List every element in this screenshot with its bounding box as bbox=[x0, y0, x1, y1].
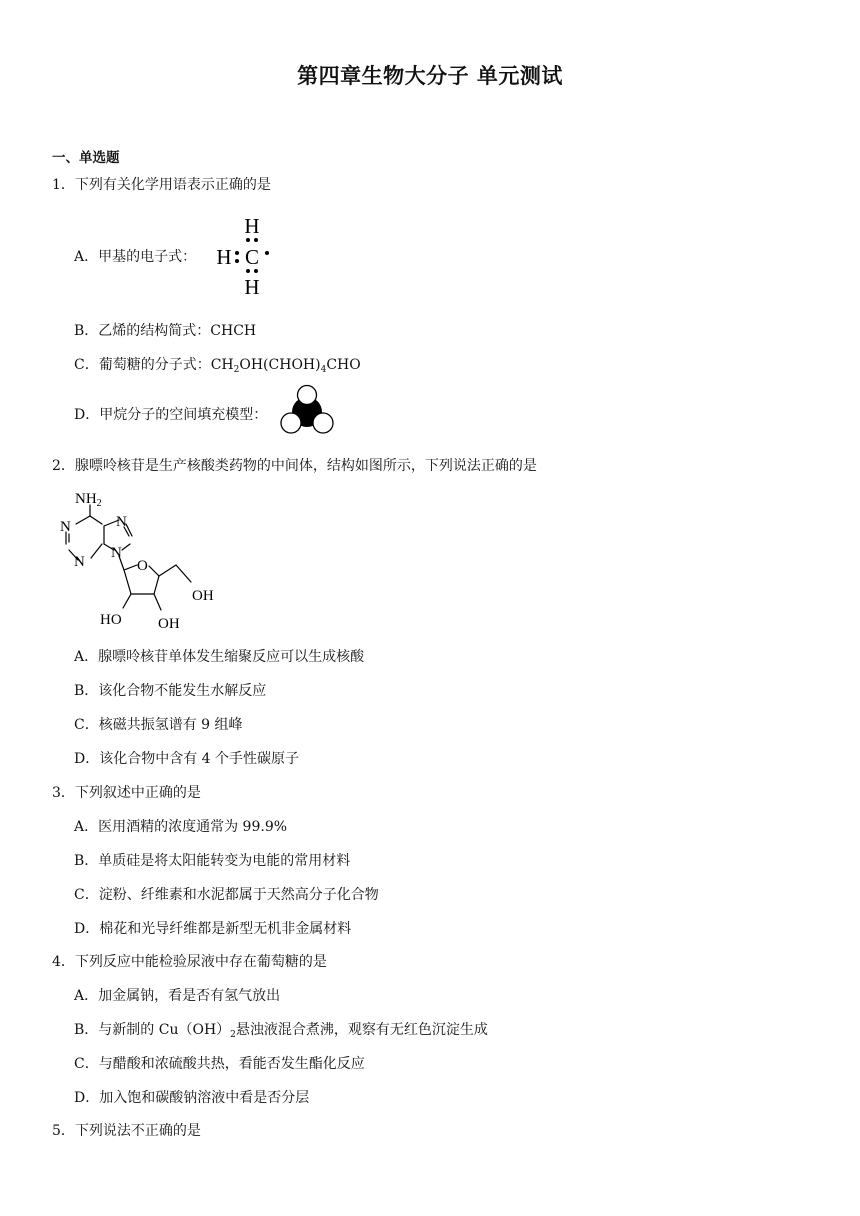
question-4-option-a: A．加金属钠，看是否有氢气放出 bbox=[74, 988, 281, 1004]
question-2-option-d: D．该化合物中含有 4 个手性碳原子 bbox=[74, 751, 300, 767]
label-n-1: N bbox=[60, 519, 71, 535]
question-1-option-a: A．甲基的电子式： bbox=[74, 249, 197, 265]
label-n-2: N bbox=[74, 554, 85, 570]
label-n-3: N bbox=[116, 514, 127, 530]
methyl-atom-c: C bbox=[244, 245, 260, 269]
label-nh2: $NH_2$ bbox=[75, 491, 102, 509]
page-title: 第四章生物大分子 单元测试 bbox=[297, 64, 563, 88]
question-5-stem: 5．下列说法不正确的是 bbox=[52, 1123, 201, 1139]
label-oh-ch2: OH bbox=[192, 588, 214, 604]
methyl-electron-formula-image bbox=[210, 214, 280, 299]
label-oh-ring: OH bbox=[158, 616, 180, 632]
methane-space-filling-model-image bbox=[276, 384, 338, 440]
methyl-atom-h-left: H bbox=[216, 245, 232, 269]
question-4-option-d: D．加入饱和碳酸钠溶液中看是否分层 bbox=[74, 1090, 310, 1106]
question-3-option-d: D．棉花和光导纤维都是新型无机非金属材料 bbox=[74, 921, 352, 937]
label-n-4: N bbox=[111, 545, 122, 561]
question-1-option-b: B．乙烯的结构简式：CHCH bbox=[74, 323, 257, 339]
question-4-option-b: B．与新制的 $Cu(OH)_2$悬浊液混合煮沸，观察有无红色沉淀生成 bbox=[74, 1022, 488, 1040]
question-3-stem: 3．下列叙述中正确的是 bbox=[52, 785, 201, 801]
question-1-option-d: D．甲烷分子的空间填充模型： bbox=[74, 407, 268, 423]
label-ho: HO bbox=[100, 612, 122, 628]
question-1-option-c: C．葡萄糖的分子式：$CH_2OH(CHOH)_4CHO$ bbox=[74, 357, 361, 375]
question-4-stem: 4．下列反应中能检验尿液中存在葡萄糖的是 bbox=[52, 954, 327, 970]
question-4-option-c: C．与醋酸和浓硫酸共热，看能否发生酯化反应 bbox=[74, 1056, 365, 1072]
question-3-option-c: C．淀粉、纤维素和水泥都属于天然高分子化合物 bbox=[74, 887, 379, 903]
label-o-ring: O bbox=[137, 558, 148, 574]
question-2-option-a: A．腺嘌呤核苷单体发生缩聚反应可以生成核酸 bbox=[74, 649, 365, 665]
methyl-atom-h-top: H bbox=[244, 214, 260, 238]
methyl-atom-h-bottom: H bbox=[244, 275, 260, 299]
question-2-option-c: C．核磁共振氢谱有 9 组峰 bbox=[74, 717, 243, 733]
question-1-stem: 1．下列有关化学用语表示正确的是 bbox=[52, 177, 271, 193]
question-2-option-b: B．该化合物不能发生水解反应 bbox=[74, 683, 267, 699]
question-3-option-b: B．单质硅是将太阳能转变为电能的常用材料 bbox=[74, 853, 351, 869]
question-3-option-a: A．医用酒精的浓度通常为 99.9% bbox=[74, 819, 288, 835]
question-2-stem: 2．腺嘌呤核苷是生产核酸类药物的中间体，结构如图所示，下列说法正确的是 bbox=[52, 458, 537, 474]
section-heading: 一、单选题 bbox=[52, 150, 120, 166]
adenosine-structure-image bbox=[48, 486, 228, 634]
